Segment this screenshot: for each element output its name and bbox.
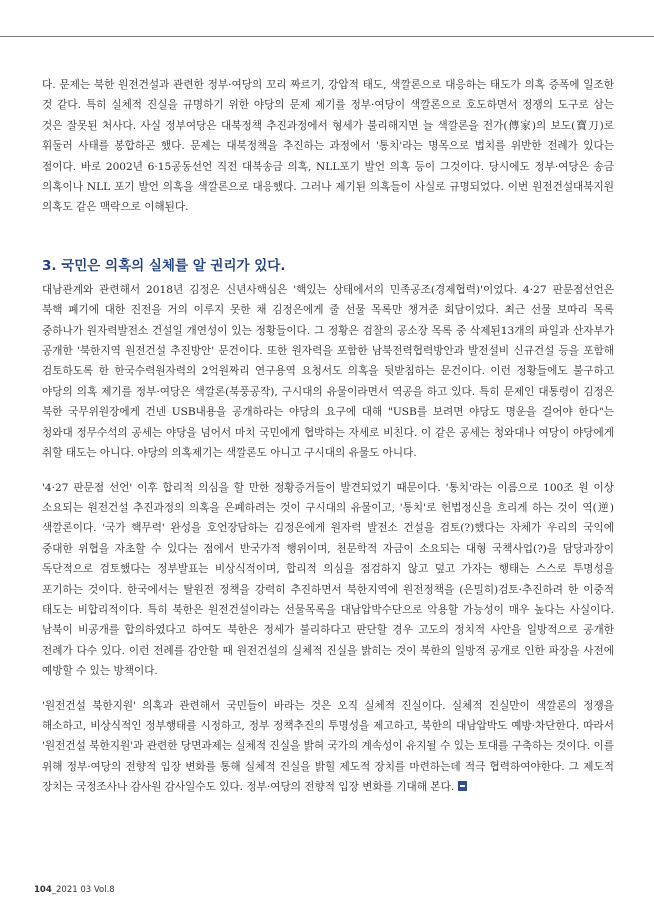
section-heading: 3. 국민은 의혹의 실체를 알 권리가 있다. (42, 257, 286, 274)
article-end-mark-icon (458, 781, 467, 791)
paragraph-2: 대남관계와 관련해서 2018년 김정은 신년사핵심은 '핵있는 상태에서의 민족공조(경제협력)'이었다. 4·27 판문점선언은 북핵 폐기에 대한 진전을 거의 이루지 못한 채 김정은에게 줄 선물 목록만 챙겨준 회담이었다. 최근 선물 보따리 목록 중하나가 원자력발전소 건설일 개연성이 있는 정황들이다. 그 정황은 검찰의 공소장 목록 중 삭제된13개의 파일과 산자부가 공개한 '북한지역 원전건설 추진방안' 문건이다. 또한 원자력을 포함한 남북전력협력방안과 발전설비 신규건설 등을 포함해 검토하도록 한 한국수력원자력의 2억원짜리 연구용역 요청서도 의혹을 뒷받침하는 문건이다. 이런 정황들에도 불구하고 야당의 의혹 제기를 정부·여당은 색깔론(북풍공작), 구시대의 유물이라면서 역공을 하고 있다. 특히 문제인 대통령이 김정은 북한 국무위원장에게 건넨 USB내용을 공개하라는 야당의 요구에 대해 "USB를 보려면 야당도 명운을 걸어야 한다"는 청와대 정무수석의 공세는 야당을 넘어서 마치 국민에게 협박하는 자세로 비친다. 이 같은 공세는 청와대나 여당이 야당에게 취할 태도는 아니다. 야당의 의혹제기는 색깔론도 아니고 구시대의 유물도 아니다. (42, 283, 614, 460)
paragraph-3: '4·27 판문점 선언' 이후 합리적 의심을 할 만한 정황증거들이 발견되었기 때문이다. '통치'라는 이름으로 100조 원 이상 소요되는 원전건설 추진과정의 의혹을 은폐하려는 것이 구시대의 유물이고, '통치'로 헌법정신을 흐리게 하는 것이 역(逆)색깔론이다. '국가 핵무력' 완성을 호언장담하는 김정은에게 원자력 발전소 건설을 검토(?)했다는 자체가 우리의 국익에 중대한 위협을 자초할 수 있다는 점에서 반국가적 행위이며, 천문학적 자금이 소요되는 대형 국책사업(?)을 담당과장이 독단적으로 검토했다는 정부발표는 비상식적이며, 합리적 의심을 점검하지 않고 덮고 가자는 행태는 스스로 투명성을 포기하는 것이다. 한국에서는 탈원전 정책을 강력히 추진하면서 북한지역에 원전정책을 (은밀히)검토·추진하려 한 이중적 태도는 비합리적이다. 특히 북한은 원전건설이라는 선물목록을 대남압박수단으로 악용할 가능성이 매우 높다는 사실이다. 남북이 비공개를 합의하였다고 하여도 북한은 정세가 불리하다고 판단할 경우 고도의 정치적 사안을 일방적으로 공개한 전례가 다수 있다. 이런 전례를 감안할 때 원전건설의 실체적 진실을 밝히는 것이 북한의 일방적 공개로 인한 파장을 사전에 예방할 수 있는 방책이다. (42, 481, 614, 678)
article-body (42, 75, 614, 798)
page-number: 104 (34, 885, 52, 895)
header-rule (0, 36, 654, 37)
page-footer (34, 885, 115, 895)
paragraph-4 (42, 696, 614, 798)
paragraph-4-text: '원전건설 북한지원' 의혹과 관련해서 국민들이 바라는 것은 오직 실체적 진실이다. 실체적 진실만이 색깔론의 정쟁을 해소하고, 비상식적인 정부행태를 시정하고, 정부 정책추진의 투명성을 제고하고, 북한의 대남압박도 예방·차단한다. 따라서 '원전건설 북한지원'과 관련한 당면과제는 실체적 진실을 밝혀 국가의 계속성이 유지될 수 있는 토대를 구축하는 것이다. 이를 위해 정부·여당의 전향적 입장 변화를 통해 실체적 진실을 밝힐 제도적 장치를 마련하는데 적극 협력하여야한다. 그 제도적 장치는 국정조사나 감사원 감사일수도 있다. 정부·여당의 전향적 입장 변화를 기대해 본다. (42, 699, 614, 794)
issue-info: _2021 03 Vol.8 (51, 885, 115, 895)
paragraph-1: 다. 문제는 북한 원전건설과 관련한 정부·여당의 꼬리 짜르기, 강압적 태도, 색깔론으로 대응하는 태도가 의혹 증폭에 일조한 것 같다. 특히 실체적 진실을 규명하기 위한 야당의 문제 제기를 정부·여당이 색깔론으로 호도하면서 정쟁의 도구로 삼는 것은 잘못된 처사다. 사실 정부여당은 대북정책 추진과정에서 형세가 불리해지면 늘 색깔론을 전가(傳家)의 보도(寶刀)로 휘둘러 사태를 봉합하곤 했다. 문제는 대북정책을 추진하는 과정에서 '통치'라는 명목으로 법치를 위반한 전례가 있다는 점이다. 바로 2002년 6·15공동선언 직전 대북송금 의혹, NLL포기 발언 의혹 등이 그것이다. 당시에도 정부·여당은 송금 의혹이나 NLL 포기 발언 의혹을 색깔론으로 대응했다. 그러나 제기된 의혹들이 사실로 규명되었다. 이번 원전건설대북지원 의혹도 같은 맥락으로 이해된다. (42, 79, 614, 214)
